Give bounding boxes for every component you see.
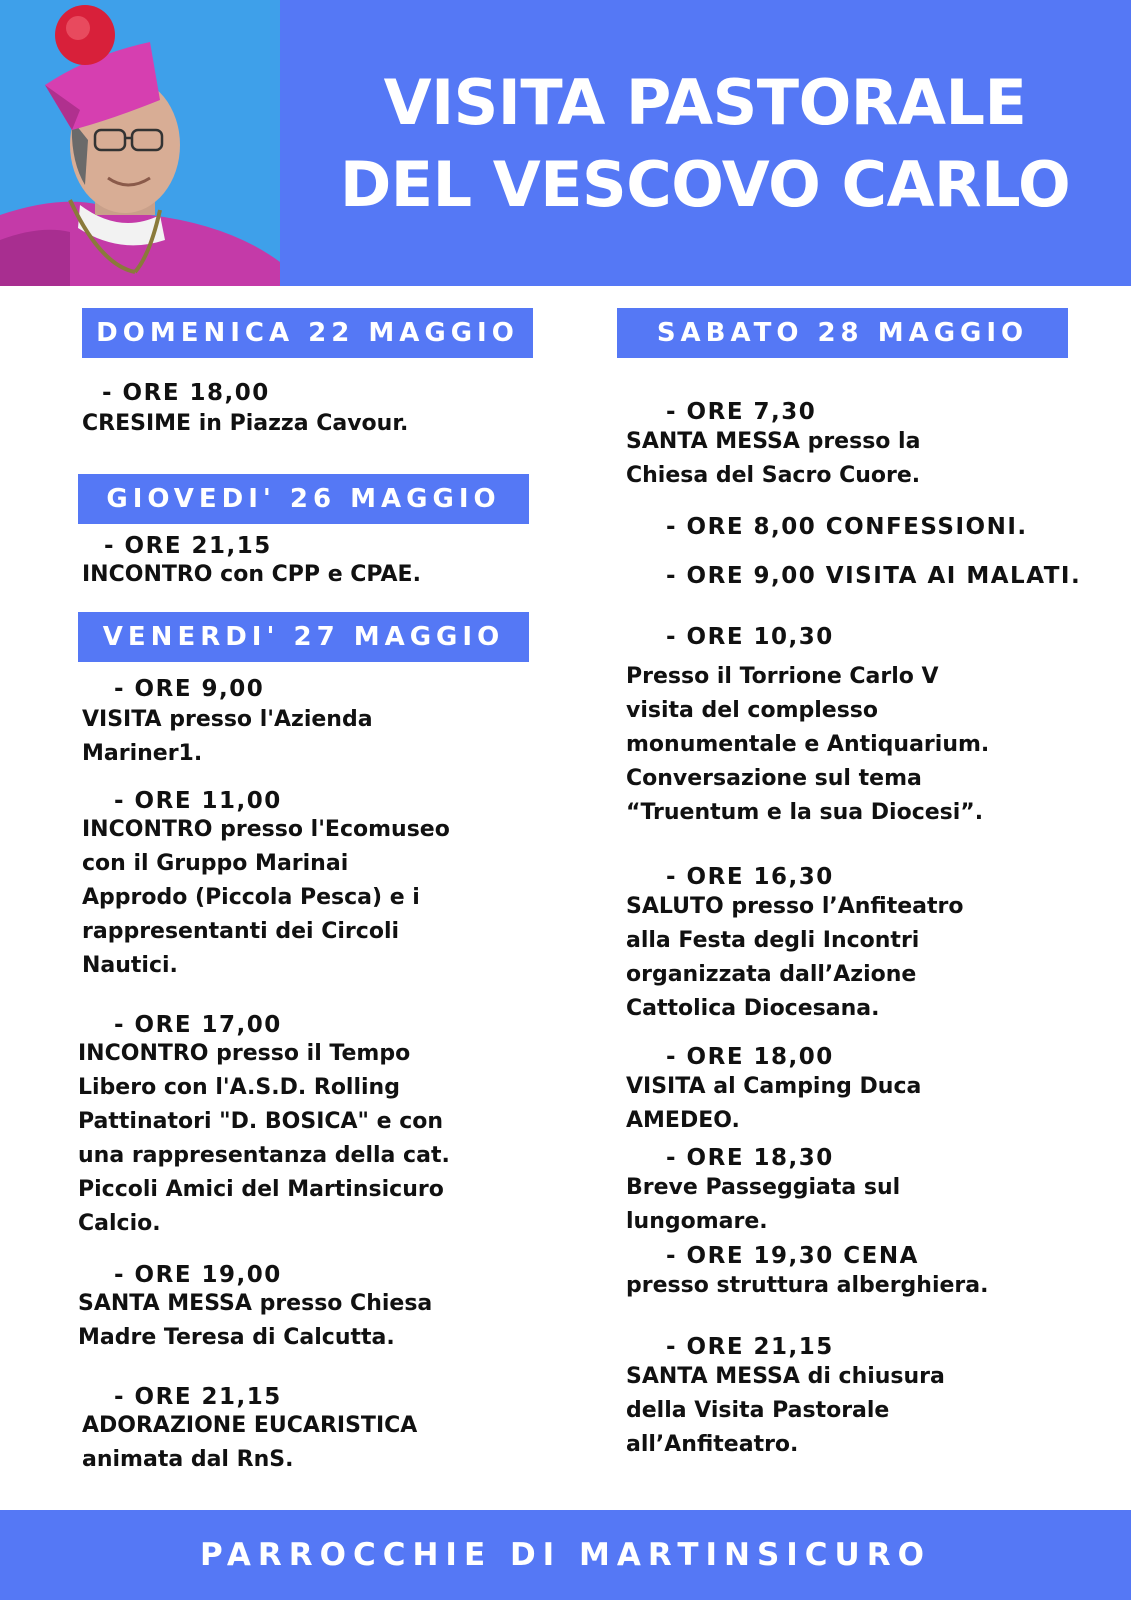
event-description: SANTA MESSA di chiusura della Visita Pastorale all’Anfiteatro. — [626, 1364, 945, 1457]
event-time: - ORE 18,30 — [666, 1145, 834, 1171]
event-description: Presso il Torrione Carlo V visita del complesso monumentale e Antiquarium. Conversazione sul tema “Truentum e la sua Diocesi”. — [626, 664, 990, 825]
event-time: - ORE 17,00 — [114, 1012, 282, 1038]
header-banner — [0, 0, 1131, 286]
event-description: presso struttura alberghiera. — [626, 1273, 989, 1298]
event-time: - ORE 19,00 — [114, 1262, 282, 1288]
event-time: - ORE 8,00 CONFESSIONI. — [666, 514, 1028, 540]
event-description: SANTA MESSA presso la Chiesa del Sacro Cuore. — [626, 429, 921, 488]
event-time: - ORE 21,15 — [666, 1334, 834, 1360]
bishop-portrait — [0, 0, 280, 286]
event-time: - ORE 11,00 — [114, 788, 282, 814]
event-description: CRESIME in Piazza Cavour. — [82, 411, 409, 436]
event-description: Breve Passeggiata sul lungomare. — [626, 1175, 901, 1234]
event-description: INCONTRO con CPP e CPAE. — [82, 562, 421, 587]
event-time: - ORE 18,00 — [102, 380, 270, 406]
event-time: - ORE 16,30 — [666, 864, 834, 890]
day-banner-domenica: DOMENICA 22 MAGGIO — [82, 308, 533, 358]
event-description: VISITA al Camping Duca AMEDEO. — [626, 1074, 922, 1133]
event-time: - ORE 7,30 — [666, 399, 817, 425]
event-description: INCONTRO presso l'Ecomuseo con il Gruppo Marinai Approdo (Piccola Pesca) e i rappresentanti dei Circoli Nautici. — [82, 817, 450, 978]
event-description: SALUTO presso l’Anfiteatro alla Festa degli Incontri organizzata dall’Azione Cattolica Diocesana. — [626, 894, 964, 1021]
event-description: SANTA MESSA presso Chiesa Madre Teresa di Calcutta. — [78, 1291, 433, 1350]
footer-banner: PARROCCHIE DI MARTINSICURO — [0, 1510, 1131, 1600]
event-description: INCONTRO presso il Tempo Libero con l'A.S.D. Rolling Pattinatori "D. BOSICA" e con una rappresentanza della cat. Piccoli Amici del Martinsicuro Calcio. — [78, 1041, 450, 1236]
page-title — [290, 62, 1120, 226]
day-banner-giovedi: GIOVEDI' 26 MAGGIO — [78, 474, 529, 524]
title-line-2: DEL VESCOVO CARLO — [339, 148, 1071, 221]
bishop-portrait-illustration — [0, 0, 280, 286]
event-description: VISITA presso l'Azienda Mariner1. — [82, 707, 373, 766]
event-time: - ORE 21,15 — [104, 533, 272, 559]
event-time: - ORE 9,00 VISITA AI MALATI. — [666, 563, 1082, 589]
day-banner-venerdi: VENERDI' 27 MAGGIO — [78, 612, 529, 662]
event-time: - ORE 10,30 — [666, 624, 834, 650]
event-time: - ORE 9,00 — [114, 676, 265, 702]
day-banner-sabato: SABATO 28 MAGGIO — [617, 308, 1068, 358]
title-line-1: VISITA PASTORALE — [383, 66, 1027, 139]
event-time: - ORE 19,30 CENA — [666, 1243, 919, 1269]
event-description: ADORAZIONE EUCARISTICA animata dal RnS. — [82, 1413, 418, 1472]
event-time: - ORE 18,00 — [666, 1044, 834, 1070]
event-time: - ORE 21,15 — [114, 1384, 282, 1410]
